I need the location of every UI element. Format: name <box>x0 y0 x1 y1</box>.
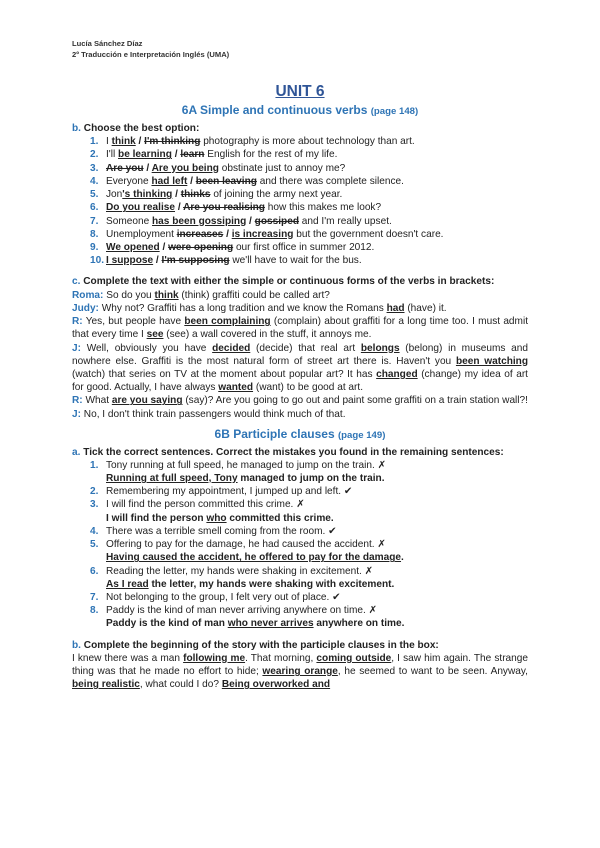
list-item: 5. Offering to pay for the damage, he had caused the accident. ✗ <box>90 539 386 551</box>
cross-mark-icon: ✗ <box>368 605 378 617</box>
list-item: 5. Jon's thinking / thinks of joining the army next year. <box>90 189 343 201</box>
correction: Paddy is the kind of man who never arrives anywhere on time. <box>106 618 405 630</box>
dialogue-line: Judy: Why not? Graffiti has a long tradition and we know the Romans had (have) it. <box>72 302 447 314</box>
list-item: 8. Paddy is the kind of man never arriving anywhere on time. ✗ <box>90 605 378 617</box>
list-item: 3. I will find the person committed this crime. ✗ <box>90 499 305 511</box>
correction: Having caused the accident, he offered to pay for the damage. <box>106 552 404 564</box>
correction: I will find the person who committed this crime. <box>106 512 334 524</box>
dialogue-line: R: What are you saying (say)? Are you going to go out and paint some graffiti on a train station wall?! <box>72 395 528 407</box>
choose-option-list <box>72 135 528 267</box>
section-6a-b-instruction: b. Choose the best option: <box>72 123 200 135</box>
list-item: 2. I'll be learning / learn English for the rest of my life. <box>90 149 338 161</box>
author-name: Lucía Sánchez Díaz <box>72 39 143 48</box>
dialogue <box>72 289 528 421</box>
check-mark-icon: ✔ <box>328 525 337 537</box>
dialogue-line: J: Well, obviously you have decided (decide) that real art belongs (belong) in museums and nowhere else. Graffiti is the most natural form of street art there is. Haven't you been watching (watch) that series on TV at the moment about popular art? It has changed (change) my idea of art for good. Actually, I have always wanted (want) to be good at art. <box>72 342 528 394</box>
section-6b-title: 6B Participle clauses (page 149) <box>214 426 386 441</box>
dialogue-line: Roma: So do you think (think) graffiti could be called art? <box>72 289 330 301</box>
cross-mark-icon: ✗ <box>296 499 305 511</box>
section-6b-b-instruction: b. Complete the beginning of the story with the participle clauses in the box: <box>72 639 439 651</box>
list-item: 9. We opened / were opening our first office in summer 2012. <box>90 241 375 253</box>
unit-title: UNIT 6 <box>275 83 325 100</box>
list-item: 6. Do you realise / Are you realising how this makes me look? <box>90 202 382 214</box>
course-name: 2º Traducción e Interpretación Inglés (UMA) <box>72 50 230 59</box>
list-item: 4. Everyone had left / been leaving and there was complete silence. <box>90 175 404 187</box>
list-item: 8. Unemployment increases / is increasing but the government doesn't care. <box>90 228 444 240</box>
cross-mark-icon: ✗ <box>364 565 374 577</box>
section-6a-c-instruction: c. Complete the text with either the simple or continuous forms of the verbs in brackets: <box>72 276 495 288</box>
section-6a-title: 6A Simple and continuous verbs (page 148) <box>181 103 419 118</box>
document-header <box>72 38 528 60</box>
list-item: 10. I suppose / I'm supposing we'll have to wait for the bus. <box>90 255 362 267</box>
cross-mark-icon: ✗ <box>377 539 386 551</box>
section-6b-a-instruction: a. Tick the correct sentences. Correct the mistakes you found in the remaining sentences: <box>72 446 504 458</box>
list-item: 4. There was a terrible smell coming from the room. ✔ <box>90 525 337 537</box>
check-mark-icon: ✔ <box>332 591 341 603</box>
dialogue-line: R: Yes, but people have been complaining (complain) about graffiti for a long time too. I must admit that every time I see (see) a wall covered in the stuff, it annoys me. <box>72 316 528 341</box>
dialogue-line: J: No, I don't think train passengers would think much of that. <box>72 408 346 420</box>
correction-list <box>72 459 528 631</box>
story-paragraph: I knew there was a man following me. That morning, coming outside, I saw him again. The strange thing was that he made no effort to hide; wearing orange, he seemed to want to be seen. Anyway, being realistic, what could I do? Being overworked and <box>72 652 529 691</box>
list-item: 1. I think / I'm thinking photography is more about technology than art. <box>90 136 415 148</box>
list-item: 1. Tony running at full speed, he managed to jump on the train. ✗ <box>90 459 387 471</box>
check-mark-icon: ✔ <box>343 486 353 498</box>
list-item: 7. Not belonging to the group, I felt very out of place. ✔ <box>90 591 341 603</box>
cross-mark-icon: ✗ <box>377 459 387 471</box>
list-item: 7. Someone has been gossiping / gossiped and I'm really upset. <box>90 215 392 227</box>
list-item: 2. Remembering my appointment, I jumped up and left. ✔ <box>90 486 353 498</box>
list-item: 6. Reading the letter, my hands were shaking in excitement. ✗ <box>90 565 374 577</box>
correction: Running at full speed, Tony managed to jump on the train. <box>106 472 385 484</box>
correction: As I read the letter, my hands were shaking with excitement. <box>106 578 395 590</box>
list-item: 3. Are you / Are you being obstinate just to annoy me? <box>90 162 346 174</box>
